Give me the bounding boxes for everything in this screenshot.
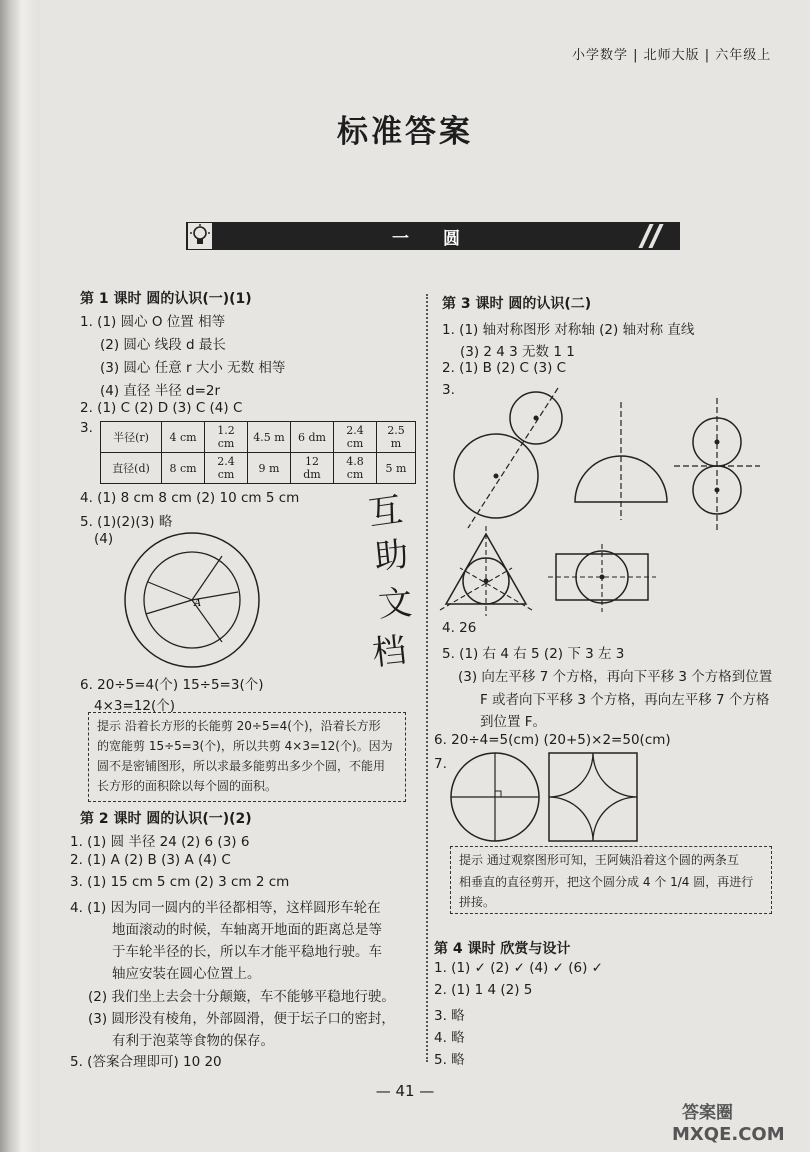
circle-sectors-figure bbox=[124, 532, 264, 672]
answer-line: 2. (1) A (2) B (3) A (4) C bbox=[70, 852, 231, 868]
answer-line: (2) 圆心 线段 d 最长 bbox=[100, 337, 226, 353]
lesson-heading: 第 3 课时 圆的认识(二) bbox=[442, 296, 592, 312]
answer-line: F 或者向下平移 3 个方格，再向左平移 7 个方格 bbox=[480, 692, 770, 708]
tip-box bbox=[88, 712, 406, 802]
answer-line: 4. 26 bbox=[442, 620, 477, 636]
answer-line: 3. bbox=[80, 420, 93, 436]
answer-line: (2) 我们坐上去会十分颠簸，车不能够平稳地行驶。 bbox=[88, 989, 395, 1005]
answer-line: 于车轮半径的长，所以车才能平稳地行驶。车 bbox=[112, 944, 382, 960]
answer-line: 3. bbox=[442, 382, 455, 398]
answer-line: 5. (1) 右 4 右 5 (2) 下 3 左 3 bbox=[442, 646, 625, 662]
answer-line: (3) 2 4 3 无数 1 1 bbox=[460, 344, 575, 360]
answer-line: 2. (1) C (2) D (3) C (4) C bbox=[80, 400, 243, 416]
handwritten-char: 档 bbox=[370, 630, 409, 674]
answer-line: (3) 圆形没有棱角，外部圆滑，便于坛子口的密封， bbox=[88, 1011, 395, 1027]
tip-box bbox=[450, 846, 772, 914]
column-divider bbox=[426, 294, 428, 1062]
square-arcs-figure bbox=[548, 752, 640, 844]
answer-line: (4) 直径 半径 d=2r bbox=[100, 383, 221, 399]
answer-line: 5. (答案合理即可) 10 20 bbox=[70, 1054, 222, 1070]
answer-line: 有利于泡菜等食物的保存。 bbox=[112, 1033, 274, 1049]
table-row bbox=[101, 422, 416, 453]
answer-line: 4. (1) 8 cm 8 cm (2) 10 cm 5 cm bbox=[80, 490, 300, 506]
quartered-circle-figure bbox=[450, 752, 542, 844]
page-number: — 41 — bbox=[375, 1082, 435, 1100]
watermark-logo: 答案圈 bbox=[682, 1103, 733, 1123]
answer-line: 1. (1) ✓ (2) ✓ (4) ✓ (6) ✓ bbox=[434, 960, 603, 976]
table-row bbox=[101, 453, 416, 484]
tip-line: 相垂直的直径剪开，把这个圆分成 4 个 1/4 圆，再进行 bbox=[459, 875, 754, 889]
watermark-url: MXQE.COM bbox=[672, 1124, 785, 1145]
tip-line: 提示 通过观察图形可知，王阿姨沿着这个圆的两条互 bbox=[459, 853, 739, 867]
point-label: A bbox=[194, 598, 202, 609]
lesson-heading: 第 1 课时 圆的认识(一)(1) bbox=[80, 291, 252, 307]
answer-line: 6. 20÷5=4(个) 15÷5=3(个) bbox=[80, 677, 264, 693]
table-cell: 直径(d) bbox=[101, 453, 162, 484]
answer-line: (3) 圆心 任意 r 大小 无数 相等 bbox=[100, 360, 286, 376]
answer-line: 6. 20÷4=5(cm) (20+5)×2=50(cm) bbox=[434, 732, 671, 748]
table-cell: 4.5 m bbox=[248, 422, 291, 453]
answer-line: 3. 略 bbox=[434, 1008, 465, 1024]
table-cell: 8 cm bbox=[162, 453, 205, 484]
table-cell: 2.5 m bbox=[377, 422, 416, 453]
answer-line: 2. (1) B (2) C (3) C bbox=[442, 360, 567, 376]
table-cell: 12 dm bbox=[291, 453, 334, 484]
stacked-circles-figure bbox=[666, 392, 776, 532]
tip-line: 提示 沿着长方形的长能剪 20÷5=4(个)，沿着长方形 bbox=[97, 719, 381, 733]
radius-diameter-table bbox=[100, 421, 416, 484]
answer-line: 1. (1) 圆 半径 24 (2) 6 (3) 6 bbox=[70, 834, 250, 850]
table-cell: 1.2 cm bbox=[205, 422, 248, 453]
two-circles-symmetry-figure bbox=[454, 390, 554, 540]
answer-line: (4) bbox=[94, 531, 114, 547]
table-cell: 9 m bbox=[248, 453, 291, 484]
chapter-title: 一 圆 bbox=[392, 229, 474, 249]
semicircle-figure bbox=[571, 400, 671, 500]
table-cell: 4 cm bbox=[162, 422, 205, 453]
lesson-heading: 第 4 课时 欣赏与设计 bbox=[434, 941, 571, 957]
handwritten-char: 助 bbox=[372, 534, 411, 578]
tip-line: 圆不是密铺图形，所以求最多能剪出多少个圆，不能用 bbox=[97, 759, 386, 773]
answer-line: 5. 略 bbox=[434, 1052, 465, 1068]
table-cell: 4.8 cm bbox=[334, 453, 377, 484]
answer-line: 4. 略 bbox=[434, 1030, 465, 1046]
answer-line: 7. bbox=[434, 756, 447, 772]
answer-line: 1. (1) 圆心 O 位置 相等 bbox=[80, 314, 226, 330]
answer-line: (3) 向左平移 7 个方格，再向下平移 3 个方格到位置 bbox=[458, 669, 773, 685]
triangle-circle-figure bbox=[442, 530, 542, 620]
answer-line: 3. (1) 15 cm 5 cm (2) 3 cm 2 cm bbox=[70, 874, 290, 890]
table-cell: 2.4 cm bbox=[205, 453, 248, 484]
lesson-heading: 第 2 课时 圆的认识(一)(2) bbox=[80, 811, 252, 827]
answer-line: 5. (1)(2)(3) 略 bbox=[80, 514, 173, 530]
answer-line: 4×3=12(个) bbox=[94, 698, 176, 714]
table-cell: 半径(r) bbox=[101, 422, 162, 453]
answer-line: 轴应安装在圆心位置上。 bbox=[112, 966, 261, 982]
handwritten-char: 文 bbox=[376, 582, 414, 626]
page-title: 标准答案 bbox=[337, 114, 473, 150]
answer-line: 到位置 F。 bbox=[480, 714, 547, 730]
chapter-banner bbox=[186, 222, 680, 250]
table-cell: 2.4 cm bbox=[334, 422, 377, 453]
answer-line: 地面滚动的时候，车轴离开地面的距离总是等 bbox=[112, 922, 382, 938]
running-header: 小学数学 | 北师大版 | 六年级上 bbox=[572, 48, 772, 63]
answer-line: 1. (1) 轴对称图形 对称轴 (2) 轴对称 直线 bbox=[442, 322, 695, 338]
answer-line: 4. (1) 因为同一圆内的半径都相等，这样圆形车轮在 bbox=[70, 900, 381, 916]
tip-line: 拼接。 bbox=[459, 895, 496, 909]
handwritten-char: 互 bbox=[365, 489, 406, 535]
table-cell: 5 m bbox=[377, 453, 416, 484]
table-cell: 6 dm bbox=[291, 422, 334, 453]
answer-line: 2. (1) 1 4 (2) 5 bbox=[434, 982, 533, 998]
book-spine-shadow bbox=[0, 0, 40, 1152]
rectangle-circle-figure bbox=[548, 540, 658, 620]
tip-line: 长方形的面积除以每个圆的面积。 bbox=[97, 779, 278, 793]
tip-line: 的宽能剪 15÷5=3(个)，所以共剪 4×3=12(个)。因为 bbox=[97, 739, 393, 753]
